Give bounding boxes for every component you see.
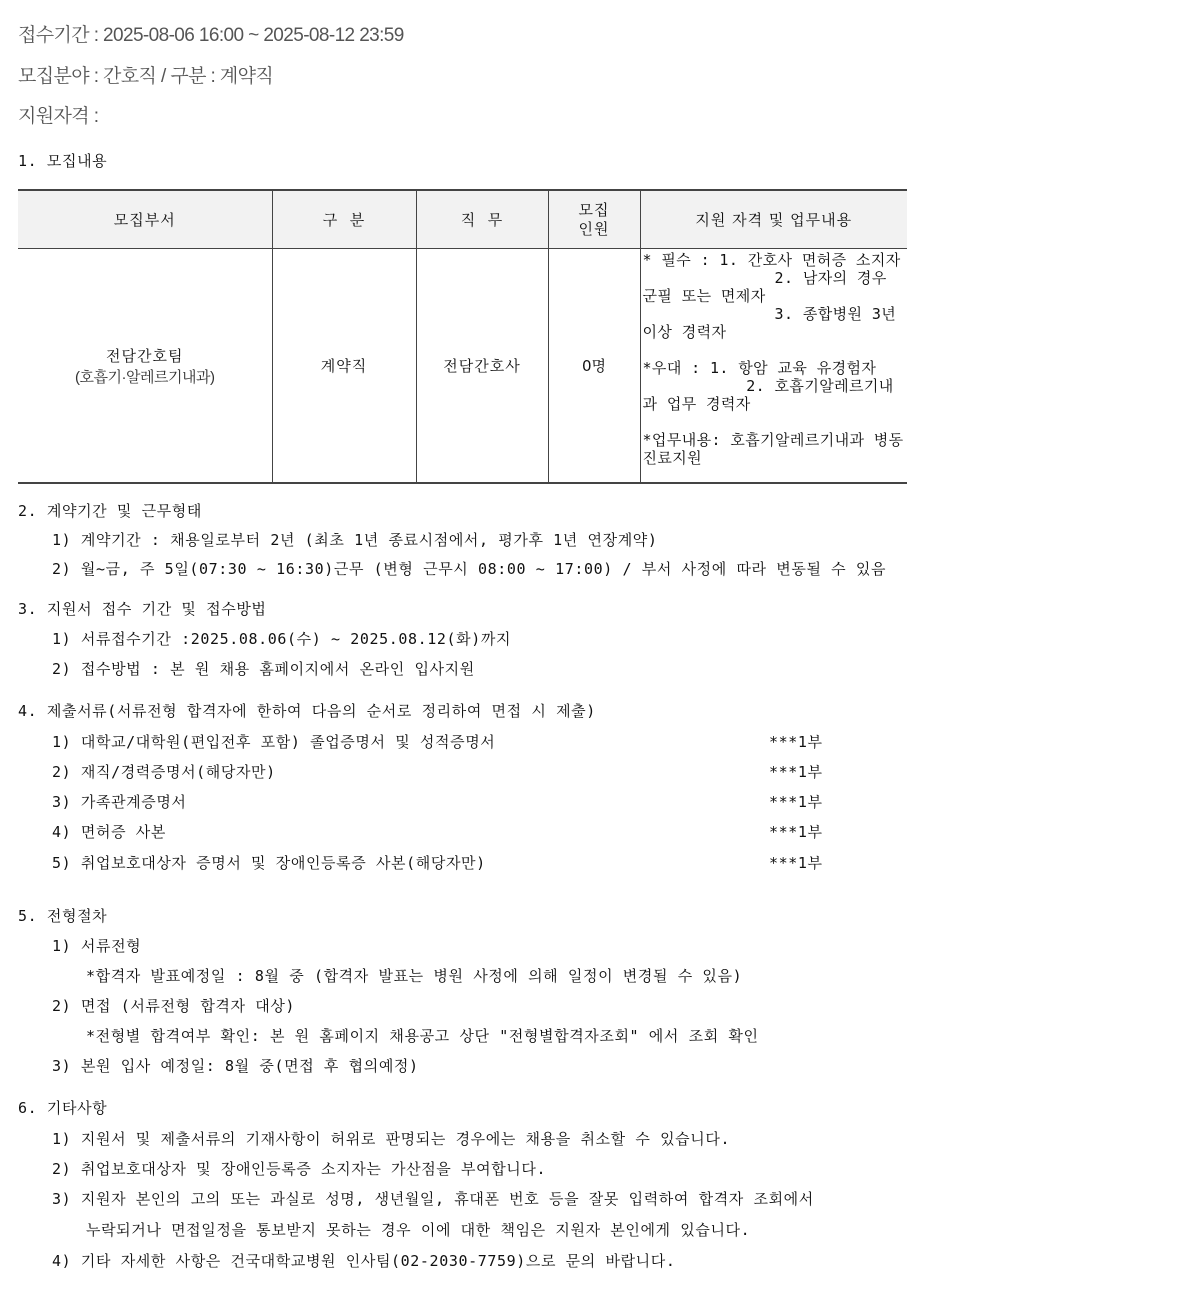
recruit-field: 모집분야 : 간호직 / 구분 : 계약직 bbox=[18, 66, 274, 87]
sec4-count-2: ***1부 bbox=[769, 763, 823, 781]
sec4-item-2: 2) 재직/경력증명서(해당자만) bbox=[52, 763, 276, 781]
recruit-table bbox=[18, 189, 907, 484]
sec5-item-2: 2) 면접 (서류전형 합격자 대상) bbox=[52, 997, 296, 1015]
section-4-title: 4. 제출서류(서류전형 합격자에 한하여 다음의 순서로 정리하여 면접 시 제출) bbox=[18, 702, 596, 720]
section-2-title: 2. 계약기간 및 근무형태 bbox=[18, 502, 202, 520]
sec5-note-2: *전형별 합격여부 확인: 본 원 홈페이지 채용공고 상단 "전형별합격자조회" 에서 조회 확인 bbox=[86, 1027, 759, 1045]
reception-period: 접수기간 : 2025-08-06 16:00 ~ 2025-08-12 23:59 bbox=[18, 25, 404, 46]
section-3-title: 3. 지원서 접수 기간 및 접수방법 bbox=[18, 600, 267, 618]
sec5-note-1: *합격자 발표예정일 : 8월 중 (합격자 발표는 병원 사정에 의해 일정이 변경될 수 있음) bbox=[86, 967, 743, 985]
qualification-label: 지원자격 : bbox=[18, 106, 99, 127]
header-dept: 모집부서 bbox=[18, 190, 272, 249]
header-duty: 직 무 bbox=[416, 190, 548, 249]
sec4-item-4: 4) 면허증 사본 bbox=[52, 823, 166, 841]
dept-subtitle: (호흡기·알레르기내과) bbox=[75, 368, 215, 386]
sec4-count-1: ***1부 bbox=[769, 733, 823, 751]
table-row bbox=[18, 249, 907, 484]
section-6-title: 6. 기타사항 bbox=[18, 1099, 108, 1117]
sec4-count-3: ***1부 bbox=[769, 793, 823, 811]
sec4-item-5: 5) 취업보호대상자 증명서 및 장애인등록증 사본(해당자만) bbox=[52, 854, 486, 872]
sec4-count-4: ***1부 bbox=[769, 823, 823, 841]
dept-name: 전담간호팀 bbox=[106, 346, 184, 365]
section-1-title: 1. 모집내용 bbox=[18, 152, 108, 170]
cell-duty: 전담간호사 bbox=[416, 249, 548, 484]
header-type: 구 분 bbox=[272, 190, 416, 249]
cell-type: 계약직 bbox=[272, 249, 416, 484]
cell-count: 0명 bbox=[548, 249, 640, 484]
header-detail: 지원 자격 및 업무내용 bbox=[640, 190, 907, 249]
cell-detail: * 필수 : 1. 간호사 면허증 소지자 2. 남자의 경우 군필 또는 면제자 3. 종합병원 3년이상 경력자 *우대 : 1. 항암 교육 유경험자 2. 호흡기알레르기내과 업무 경력자 *업무내용: 호흡기알레르기내과 병동 진료지원 bbox=[640, 249, 907, 484]
sec5-item-1: 1) 서류전형 bbox=[52, 937, 142, 955]
sec6-item-2: 2) 취업보호대상자 및 장애인등록증 소지자는 가산점을 부여합니다. bbox=[52, 1160, 547, 1178]
sec6-item-1: 1) 지원서 및 제출서류의 기재사항이 허위로 판명되는 경우에는 채용을 취소할 수 있습니다. bbox=[52, 1130, 731, 1148]
header-count: 모집 인원 bbox=[548, 190, 640, 249]
sec3-item-2: 2) 접수방법 : 본 원 채용 홈페이지에서 온라인 입사지원 bbox=[52, 660, 475, 678]
section-5-title: 5. 전형절차 bbox=[18, 907, 108, 925]
sec6-item-4: 4) 기타 자세한 사항은 건국대학교병원 인사팀(02-2030-7759)으로 문의 바랍니다. bbox=[52, 1252, 676, 1270]
table-header-row bbox=[18, 190, 907, 249]
sec2-item-2: 2) 월~금, 주 5일(07:30 ~ 16:30)근무 (변형 근무시 08:00 ~ 17:00) / 부서 사정에 따라 변동될 수 있음 bbox=[52, 560, 887, 578]
sec2-item-1: 1) 계약기간 : 채용일로부터 2년 (최초 1년 종료시점에서, 평가후 1년 연장계약) bbox=[52, 531, 658, 549]
sec6-item-3: 3) 지원자 본인의 고의 또는 과실로 성명, 생년월일, 휴대폰 번호 등을 잘못 입력하여 합격자 조회에서 bbox=[52, 1190, 814, 1208]
cell-dept bbox=[18, 249, 272, 484]
sec6-item-3-cont: 누락되거나 면접일정을 통보받지 못하는 경우 이에 대한 책임은 지원자 본인에게 있습니다. bbox=[86, 1221, 751, 1239]
sec3-item-1: 1) 서류접수기간 :2025.08.06(수) ~ 2025.08.12(화)까지 bbox=[52, 630, 512, 648]
sec4-count-5: ***1부 bbox=[769, 854, 823, 872]
sec4-item-3: 3) 가족관계증명서 bbox=[52, 793, 187, 811]
sec5-item-3: 3) 본원 입사 예정일: 8월 중(면접 후 협의예정) bbox=[52, 1057, 419, 1075]
sec4-item-1: 1) 대학교/대학원(편입전후 포함) 졸업증명서 및 성적증명서 bbox=[52, 733, 496, 751]
